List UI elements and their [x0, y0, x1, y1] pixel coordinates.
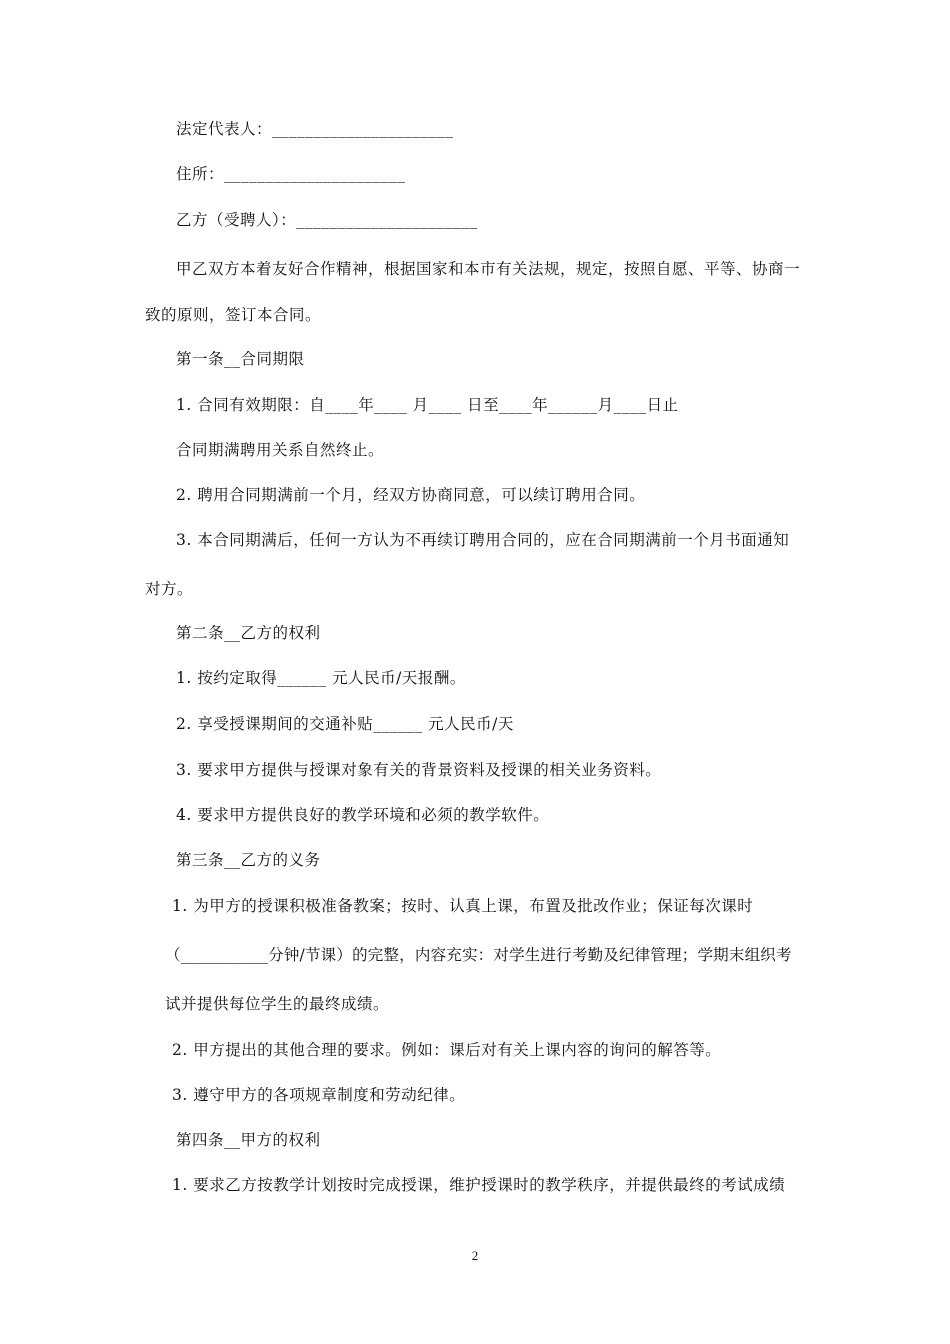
page-number: 2 — [471, 1248, 479, 1263]
address-line: 住所：______________________ — [176, 165, 406, 183]
article-2-item-3: 3. 要求甲方提供与授课对象有关的背景资料及授课的相关业务资料。 — [176, 761, 662, 779]
article-1-item-1-note: 合同期满聘用关系自然终止。 — [176, 441, 385, 459]
article-2-heading: 第二条__乙方的权利 — [176, 624, 321, 642]
article-1-heading: 第一条__合同期限 — [176, 350, 305, 368]
preamble-line-2: 致的原则，签订本合同。 — [145, 306, 322, 324]
article-4-heading: 第四条__甲方的权利 — [176, 1131, 321, 1149]
preamble-line-1: 甲乙双方本着友好合作精神，根据国家和本市有关法规，规定，按照自愿、平等、协商一 — [176, 260, 801, 278]
article-4-item-1: 1. 要求乙方按教学计划按时完成授课，维护授课时的教学秩序，并提供最终的考试成绩 — [172, 1176, 786, 1194]
article-3-item-2: 2. 甲方提出的其他合理的要求。例如：课后对有关上课内容的询问的解答等。 — [172, 1041, 722, 1059]
article-2-item-1: 1. 按约定取得______ 元人民币/天报酬。 — [176, 669, 466, 687]
article-2-item-4: 4. 要求甲方提供良好的教学环境和必须的教学软件。 — [176, 806, 550, 824]
article-1-item-3-line-2: 对方。 — [145, 580, 194, 598]
article-3-item-1-line-1: 1. 为甲方的授课积极准备教案；按时、认真上课，布置及批改作业；保证每次课时 — [172, 897, 754, 915]
article-1-item-1: 1. 合同有效期限：自____年____ 月____ 日至____年______月____日止 — [176, 396, 679, 414]
article-3-item-3: 3. 遵守甲方的各项规章制度和劳动纪律。 — [172, 1086, 466, 1104]
party-b-line: 乙方（受聘人）：______________________ — [176, 211, 478, 229]
article-3-heading: 第三条__乙方的义务 — [176, 851, 321, 869]
legal-representative-line: 法定代表人：______________________ — [176, 120, 454, 138]
article-1-item-3-line-1: 3. 本合同期满后，任何一方认为不再续订聘用合同的，应在合同期满前一个月书面通知 — [176, 531, 790, 549]
article-2-item-2: 2. 享受授课期间的交通补贴______ 元人民币/天 — [176, 715, 514, 733]
article-1-item-2: 2. 聘用合同期满前一个月，经双方协商同意，可以续订聘用合同。 — [176, 486, 646, 504]
article-3-item-1-line-3: 试并提供每位学生的最终成绩。 — [165, 995, 390, 1013]
article-3-item-1-line-2: （___________分钟/节课）的完整，内容充实：对学生进行考勤及纪律管理；学期末组织考 — [165, 946, 792, 964]
